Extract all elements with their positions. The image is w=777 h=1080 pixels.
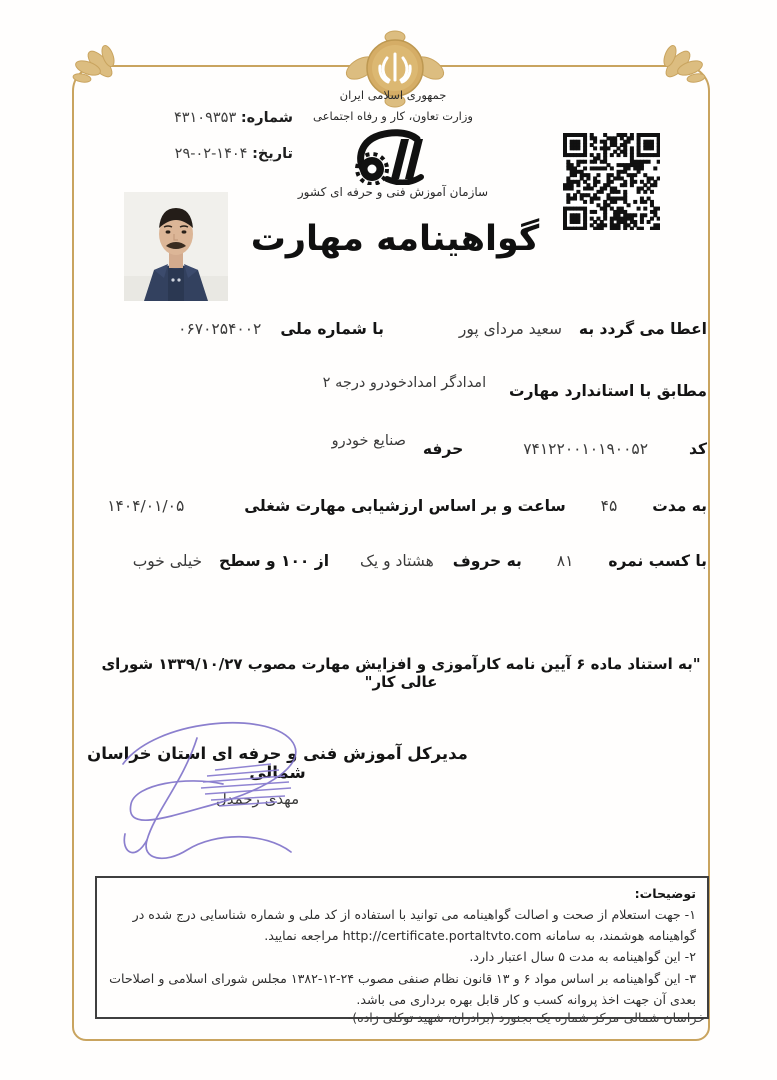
duration-label: به مدت [652,497,707,515]
header-ministry: وزارت تعاون، کار و رفاه اجتماعی [313,109,473,123]
serial-label: شماره: [240,110,293,126]
signatory-name: مهدی رحمدل [215,790,300,808]
evaluation-date: ۱۴۰۴/۰۱/۰۵ [107,497,185,515]
portrait-photo [124,192,228,301]
date-line [88,136,293,172]
floral-corner-ornament-icon [636,38,726,98]
duration-rest-label: ساعت و بر اساس ارزشیابی مهارت شغلی [244,497,566,515]
notes-heading: توضیحات: [634,886,696,901]
date-value: ۱۴۰۴-۰۲-۲۹ [174,146,248,162]
serial-value: ۴۳۱۰۹۳۵۳ [173,110,237,126]
header-country: جمهوری اسلامی ایران [339,88,447,102]
signatory-title: مدیرکل آموزش فنی و حرفه ای استان خراسان شمالی [87,744,468,782]
issuing-center-line: خراسان شمالی-مرکز شماره یک بجنورد (برادران، شهید توکلی زاده)- [347,1010,705,1025]
standard-label: مطابق با استاندارد مهارت [509,382,707,400]
note-item-3: ۳- این گواهینامه بر اساس مواد ۶ و ۱۳ قانون نظام صنفی مصوب ۲۴-۱۲-۱۳۸۲ مجلس شورای اسلامی و اصلاحات بعدی آن جهت اخذ پروانه کسب و کار قابل بهره برداری می باشد. [109,970,696,1007]
row-standard [95,375,707,400]
notes-box [95,876,709,1019]
certificate-meta [88,100,293,172]
note-item-2: ۲- این گواهینامه به مدت ۵ سال اعتبار دارد. [469,949,696,965]
score-value: ۸۱ [556,552,574,570]
granted-label: اعطا می گردد به [578,320,707,338]
tvto-organization-logo-icon [355,127,431,185]
row-granted-to [95,320,707,338]
row-duration [95,497,707,515]
national-id-label: با شماره ملی [280,320,384,338]
date-label: تاریخ: [252,146,293,162]
out-of-label: از ۱۰۰ و سطح [219,552,330,570]
row-code-profession [95,433,707,458]
note-item-1: ۱- جهت استعلام از صحت و اصالت گواهینامه می توانید با استفاده از کد ملی و شماره شناسایی درج شده در گواهینامه هوشمند، به سامانه http://certificate.portaltvto.com مراجعه نمایید. [132,907,696,944]
standard-value: امدادگر امدادخودرو درجه ۲ [322,375,487,391]
certificate-title: گواهینامه مهارت [250,219,540,259]
code-value: ۷۴۱۲۲۰۰۱۰۱۹۰۰۵۲ [523,440,649,458]
profession-value: صنایع خودرو [331,433,406,449]
score-words: هشتاد و یک [359,552,434,570]
qr-code [563,133,660,230]
floral-corner-ornament-icon [52,38,142,98]
profession-label: حرفه [422,440,464,458]
handwritten-signature [95,712,355,877]
national-id-value: ۰۶۷۰۲۵۴۰۰۲ [178,320,262,338]
header-organization: سازمان آموزش فنی و حرفه ای کشور [297,185,489,199]
recipient-name: سعید مردای پور [458,320,562,338]
row-score [95,552,707,570]
legal-note: "به استناد ماده ۶ آیین نامه کارآموزی و افزایش مهارت مصوب ۱۳۳۹/۱۰/۲۷ شورای عالی کار" [101,655,701,691]
code-label: کد [689,440,707,458]
score-words-label: به حروف [452,552,522,570]
score-label: با کسب نمره [608,552,707,570]
serial-line [88,100,293,136]
level-value: خیلی خوب [132,552,203,570]
duration-value: ۴۵ [600,497,618,515]
